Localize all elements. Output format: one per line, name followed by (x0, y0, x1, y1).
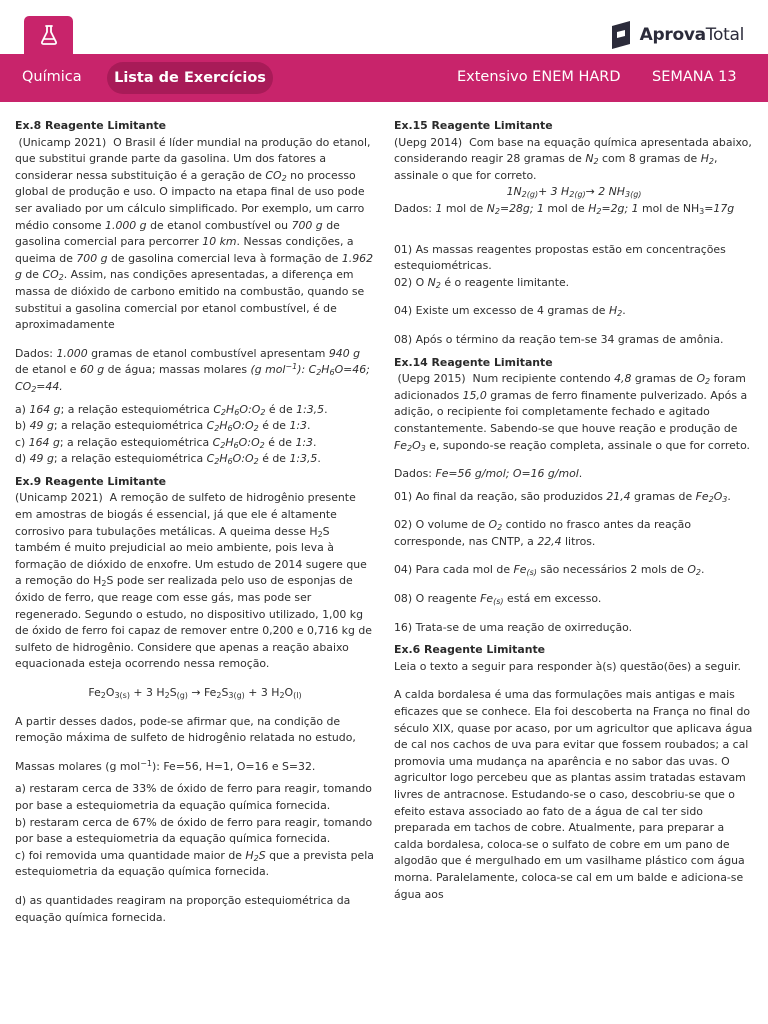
tab-exercise-list[interactable]: Lista de Exercícios (107, 62, 273, 94)
nav-bar (0, 54, 768, 102)
option-b[interactable]: b) restaram cerca de 67% de óxido de ferro para reagir, tomando por base a estequiometria da equação química fornecida. (15, 815, 373, 846)
option-16[interactable]: 16) Trata-se de uma reação de oxirredução. (394, 620, 633, 634)
nav-subject[interactable]: Química (22, 69, 82, 85)
option-c-tail: estequiometria da equação química fornecida. (15, 865, 270, 879)
right-column (394, 118, 754, 903)
exercise-title: Ex.15 Reagente Limitante (394, 119, 553, 132)
exercise-text: (Uepg 2015) Num recipiente contendo 4,8 gramas de $O_2$ foram adicionados 15,0 gramas de ferro finamente pulverizado. Após a adição, o recipiente foi completamente fechado e agitado constantemente. Sabendo-se que houve reação e produção de $Fe_2O_3$ e, supondo-se reação completa, assinale o que for correto. (394, 372, 751, 453)
logo-text (640, 25, 744, 45)
exercise-title: Ex.14 Reagente Limitante (394, 355, 553, 369)
option-d[interactable]: d) 49 g; a relação estequiométrica $C_2H_6O:O_2$ é de 1:3,5. (15, 452, 321, 467)
exercise-title: Ex.8 Reagente Limitante (15, 119, 167, 132)
exercise-text: A calda bordalesa é uma das formulações mais antigas e mais eficazes que se conhece. Ela foi descoberta na França no final do século XIX, quase por acaso, por um agricultor que aplicava água de cal nos cachos de uva para evitar que fossem roubados; a cal promovia uma mudança na aparência e no sabor das uvas. O agricultor logo percebeu que as plantas assim tratadas estavam livres de antracnose. Estudando-se o caso, descobriu-se que o efeito estava associado ao fato de a água de cal ter sido preparada em tachos de cobre. Atualmente, para preparar a calda bordalesa, coloca-se o sulfato de cobre em um pano de algodão que é mergulhado em um vasilhame plástico com água morna. Paralelamente, coloca-se cal em um balde e adiciona-se água aos (394, 688, 753, 901)
exercise-question: A partir desses dados, pode-se afirmar que, na condição de remoção máxima de sulfeto de hidrogênio relatada no estudo, (15, 714, 356, 745)
logo-light: Total (705, 25, 744, 45)
exercise-intro: Leia o texto a seguir para responder à(s) questão(ões) a seguir. (394, 659, 742, 673)
top-bar (0, 0, 768, 54)
exercise-data: Dados: 1 mol de $N_2=28g$; 1 mol de $H_2=2g$; 1 mol de $NH_3=17g$ (394, 201, 735, 216)
exercise-data: Dados: Fe=56 g/mol; O=16 g/mol. (394, 467, 583, 481)
exercise-text: (Unicamp 2021) O Brasil é líder mundial na produção do etanol, que substitui grande parte da gasolina. Um dos fatores a considerar nessa substituição é a geração de $CO_2$ no processo global de produção e uso. O impacto na etapa final de uso pode ser avaliado por um cálculo simplificado. Por exemplo, um carro médio consome 1.000 g de etanol combustível ou 700 g de gasolina comercial para percorrer 10 km. Nessas condições, a queima de 700 g de gasolina comercial leva à formação de 1.962 g de $CO_2$. Assim, nas condições apresentadas, a diferença em massa de dióxido de carbono emitido na combustão, quando se substitui a gasolina comercial por etanol combustível, é de aproximadamente (15, 135, 374, 332)
option-08[interactable]: 08) Após o término da reação tem-se 34 gramas de amônia. (394, 332, 724, 346)
option-c[interactable]: c) foi removida uma quantidade maior de $H_2S$ que a prevista pela estequiometria da equação química fornecida. (15, 848, 374, 879)
flask-icon (40, 25, 58, 45)
option-01[interactable]: 01) Ao final da reação, são produzidos 21,4 gramas de $Fe_2O_3$. (394, 489, 731, 504)
option-b[interactable]: b) 49 g; a relação estequiométrica $C_2H_6O:O_2$ é de 1:3. (15, 419, 311, 434)
chemical-equation: $Fe_2O_{3(s)} + 3$ $H_2S_{(g)} \to Fe_2S_{3(g)} + 3$ $H_2O_{(l)}$ (88, 686, 302, 700)
chemical-equation: $1N_{2(g)}+ 3$ $H_{2(g)}\to 2$ $NH_{3(g)}$ (506, 185, 642, 200)
logo-bold: Aprova (639, 25, 706, 45)
nav-week[interactable]: SEMANA 13 (652, 69, 737, 85)
exercise-text: (Uepg 2014) Com base na equação química apresentada abaixo, considerando reagir 28 gramas de $N_2$ com 8 gramas de $H_2$, assinale o que for correto. (394, 135, 752, 182)
brand-logo[interactable] (610, 18, 744, 52)
subject-tab[interactable] (24, 16, 73, 54)
option-c[interactable]: c) 164 g; a relação estequiométrica $C_2H_6O:O_2$ é de 1:3. (15, 435, 317, 450)
option-04[interactable]: 04) Para cada mol de $Fe_{(s)}$ são necessários 2 mols de $O_2$. (394, 563, 705, 578)
exercise-data: Massas molares (g mol$^{-1}$): Fe=56, H=1, O=16 e S=32. (15, 758, 316, 773)
option-01[interactable]: 01) As massas reagentes propostas estão em concentrações estequiométricas. (394, 242, 726, 273)
option-a[interactable]: a) 164 g; a relação estequiométrica $C_2H_6O:O_2$ é de 1:3,5. (15, 402, 328, 417)
exercise-title: Ex.9 Reagente Limitante (15, 474, 167, 488)
exercise-text: (Unicamp 2021) A remoção de sulfeto de hidrogênio presente em amostras de biogás é essencial, já que ele é altamente corrosivo para tubulações metálicas. A queima desse $H_2S$ também é muito prejudicial ao meio ambiente, pois leva à formação de dióxido de enxofre. Um estudo de 2014 sugere que a remoção do $H_2S$ pode ser realizada pelo uso de esponjas de óxido de ferro, que reage com esse gás, mas pode ser regenerado. Segundo o estudo, no dispositivo utilizado, 1,00 kg de óxido de ferro foi capaz de remover entre 0,200 e 0,716 kg de sulfeto de hidrogênio. Considere que apenas a reação abaixo equacionada esteja ocorrendo nessa remoção. (15, 491, 372, 671)
option-02[interactable]: 02) O $N_2$ é o reagente limitante. (394, 275, 570, 290)
option-a[interactable]: a) restaram cerca de 33% de óxido de ferro para reagir, tomando por base a estequiometria da equação química fornecida. (15, 782, 372, 812)
exercise-title: Ex.6 Reagente Limitante (394, 643, 546, 657)
option-04[interactable]: 04) Existe um excesso de 4 gramas de $H_2$. (394, 304, 626, 319)
option-d[interactable]: d) as quantidades reagiram na proporção estequiométrica da equação química fornecida. (15, 893, 351, 924)
left-column (15, 118, 375, 926)
exercise-data: Dados: 1.000 gramas de etanol combustível apresentam 940 g de etanol e 60 g de água; massas molares (g mol$^{-1}$): $C_2H_6O=46$; $CO_2=44$. (15, 346, 370, 394)
option-08[interactable]: 08) O reagente $Fe_{(s)}$ está em excesso. (394, 592, 602, 607)
nav-course[interactable]: Extensivo ENEM HARD (457, 69, 621, 85)
option-02[interactable]: 02) O volume de $O_2$ contido no frasco antes da reação corresponde, nas CNTP, a 22,4 litros. (394, 518, 691, 548)
logo-icon (610, 20, 634, 50)
